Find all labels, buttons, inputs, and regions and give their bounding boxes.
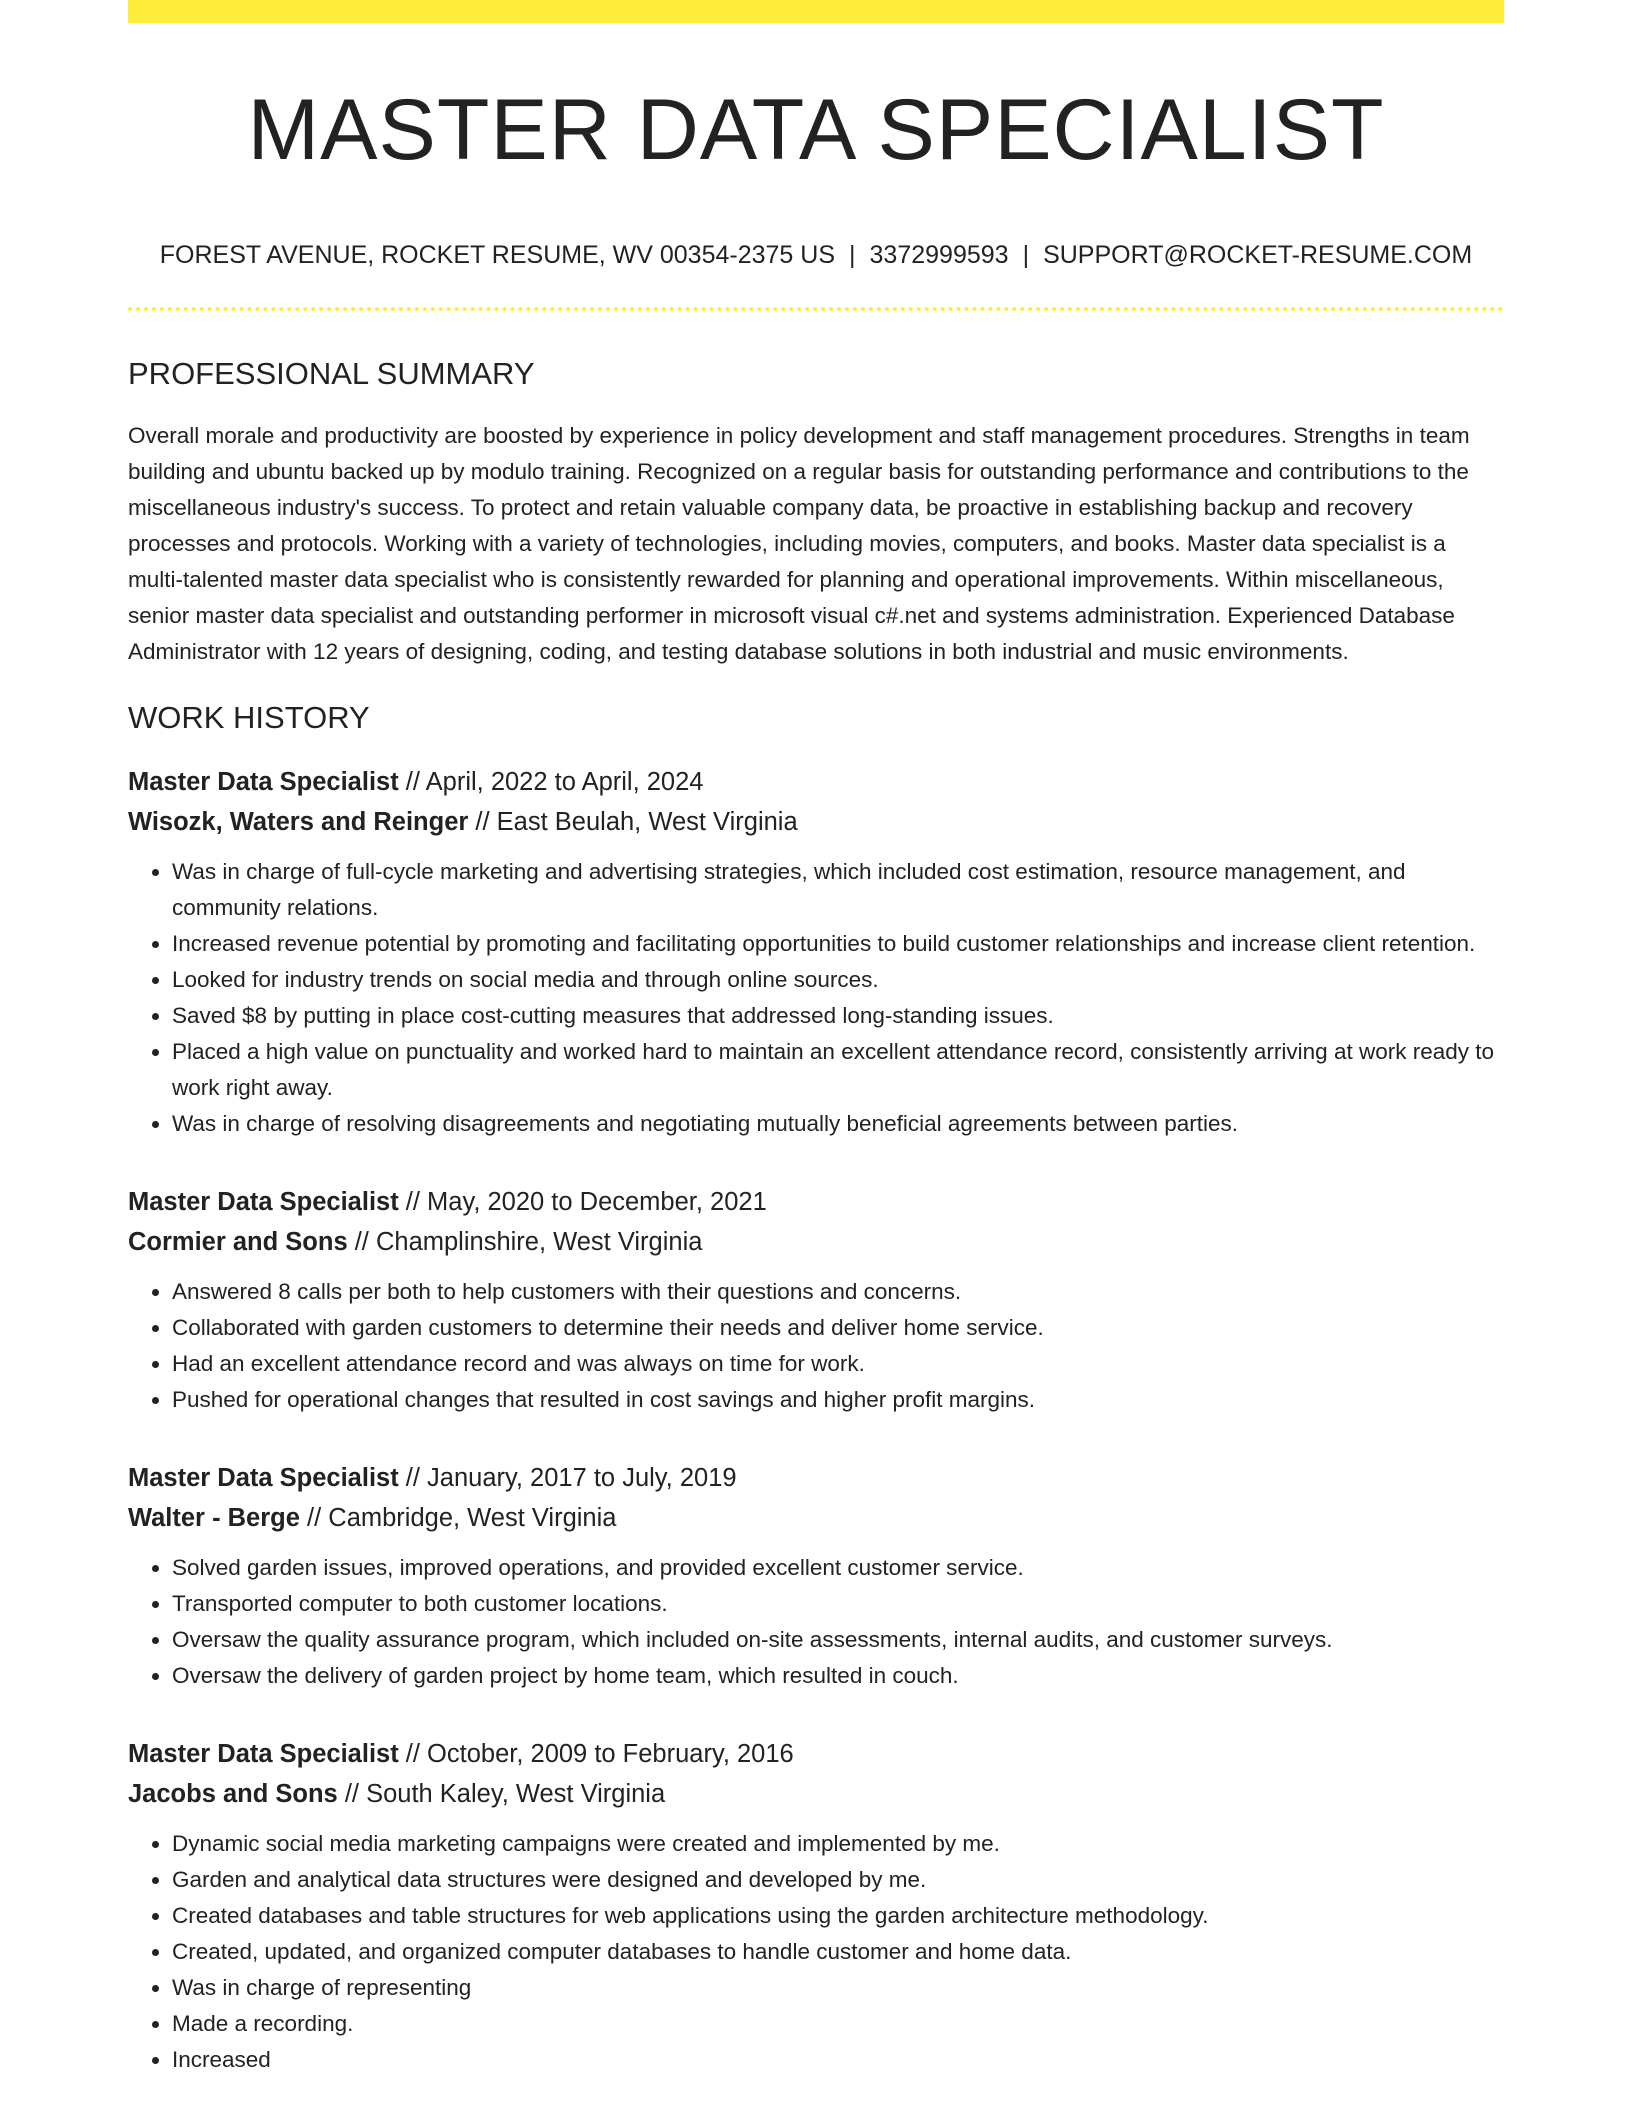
job-company: Wisozk, Waters and Reinger <box>128 808 469 836</box>
job-title: Master Data Specialist <box>128 1464 399 1492</box>
job-title: Master Data Specialist <box>128 1188 399 1216</box>
job-company-line <box>128 1222 1504 1262</box>
job-bullets <box>128 1550 1504 1694</box>
job-location: // Champlinshire, West Virginia <box>347 1228 703 1256</box>
contact-line <box>128 235 1504 275</box>
job-location: // South Kaley, West Virginia <box>337 1780 666 1808</box>
summary-text: Overall morale and productivity are boosted by experience in policy development and staff management procedures. Strengths in team building and ubuntu backed up by modulo training. Recognized on a regular basis for outstanding performance and contributions to the miscellaneous industry's success. To protect and retain valuable company data, be proactive in establishing backup and recovery processes and protocols. Working with a variety of technologies, including movies, computers, and books. Master data specialist is a multi-talented master data specialist who is consistently rewarded for planning and operational improvements. Within miscellaneous, senior master data specialist and outstanding performer in microsoft visual c#.net and systems administration. Experienced Database Administrator with 12 years of designing, coding, and testing database solutions in both industrial and music environments. <box>128 423 1470 664</box>
job-entry <box>128 1734 1504 2078</box>
job-dates: // January, 2017 to July, 2019 <box>398 1464 737 1492</box>
work-history-list <box>128 762 1504 2078</box>
list-item: • Looked for industry trends on social media and through online sources. <box>172 962 1504 998</box>
resume-body <box>128 352 1504 2118</box>
list-item: • Had an excellent attendance record and was always on time for work. <box>172 1346 1504 1382</box>
job-dates: // April, 2022 to April, 2024 <box>398 768 704 796</box>
list-item: • Increased revenue potential by promoting and facilitating opportunities to build customer relationships and increase client retention. <box>172 926 1504 962</box>
job-title-line <box>128 1458 1504 1498</box>
list-item: • Oversaw the delivery of garden project by home team, which resulted in couch. <box>172 1658 1504 1694</box>
job-company-line <box>128 802 1504 842</box>
job-location: // Cambridge, West Virginia <box>299 1504 617 1532</box>
job-title: Master Data Specialist <box>128 1740 399 1768</box>
list-item: • Increased <box>172 2042 1504 2078</box>
contact-address: FOREST AVENUE, ROCKET RESUME, WV 00354-2375 US <box>159 241 836 269</box>
summary-heading: PROFESSIONAL SUMMARY <box>128 356 535 391</box>
dotted-divider <box>128 307 1504 311</box>
list-item: • Was in charge of representing <box>172 1970 1504 2006</box>
contact-separator: | <box>1022 241 1030 269</box>
list-item: • Solved garden issues, improved operations, and provided excellent customer service. <box>172 1550 1504 1586</box>
job-title-line <box>128 762 1504 802</box>
top-accent-bar <box>128 0 1504 23</box>
job-entry <box>128 1182 1504 1418</box>
job-company: Cormier and Sons <box>128 1228 348 1256</box>
page-title: MASTER DATA SPECIALIST <box>247 82 1385 178</box>
job-title-line <box>128 1182 1504 1222</box>
list-item: • Made a recording. <box>172 2006 1504 2042</box>
job-company: Walter - Berge <box>128 1504 300 1532</box>
job-location: // East Beulah, West Virginia <box>468 808 798 836</box>
job-company-line <box>128 1498 1504 1538</box>
job-bullets <box>128 1274 1504 1418</box>
job-title-line <box>128 1734 1504 1774</box>
list-item: • Answered 8 calls per both to help customers with their questions and concerns. <box>172 1274 1504 1310</box>
contact-email: SUPPORT@ROCKET-RESUME.COM <box>1043 241 1473 269</box>
job-entry <box>128 1458 1504 1694</box>
list-item: • Garden and analytical data structures were designed and developed by me. <box>172 1862 1504 1898</box>
contact-separator: | <box>849 241 856 269</box>
list-item: • Created databases and table structures for web applications using the garden architecture methodology. <box>172 1898 1504 1934</box>
job-dates: // May, 2020 to December, 2021 <box>398 1188 767 1216</box>
list-item: • Saved $8 by putting in place cost-cutting measures that addressed long-standing issues. <box>172 998 1504 1034</box>
list-item: • Was in charge of resolving disagreements and negotiating mutually beneficial agreements between parties. <box>172 1106 1504 1142</box>
list-item: • Pushed for operational changes that resulted in cost savings and higher profit margins. <box>172 1382 1504 1418</box>
work-history-heading: WORK HISTORY <box>128 700 370 735</box>
job-entry <box>128 762 1504 1142</box>
list-item: • Placed a high value on punctuality and worked hard to maintain an excellent attendance record, consistently arriving at work ready to work right away. <box>172 1034 1504 1106</box>
list-item: • Oversaw the quality assurance program, which included on-site assessments, internal audits, and customer surveys. <box>172 1622 1504 1658</box>
list-item: • Dynamic social media marketing campaigns were created and implemented by me. <box>172 1826 1504 1862</box>
job-title: Master Data Specialist <box>128 768 399 796</box>
job-dates: // October, 2009 to February, 2016 <box>398 1740 794 1768</box>
list-item: • Transported computer to both customer locations. <box>172 1586 1504 1622</box>
job-company: Jacobs and Sons <box>128 1780 338 1808</box>
list-item: • Created, updated, and organized computer databases to handle customer and home data. <box>172 1934 1504 1970</box>
list-item: • Was in charge of full-cycle marketing and advertising strategies, which included cost estimation, resource management, and community relations. <box>172 854 1504 926</box>
list-item: • Collaborated with garden customers to determine their needs and deliver home service. <box>172 1310 1504 1346</box>
job-bullets <box>128 854 1504 1142</box>
contact-phone: 3372999593 <box>869 241 1009 269</box>
job-bullets <box>128 1826 1504 2078</box>
job-company-line <box>128 1774 1504 1814</box>
